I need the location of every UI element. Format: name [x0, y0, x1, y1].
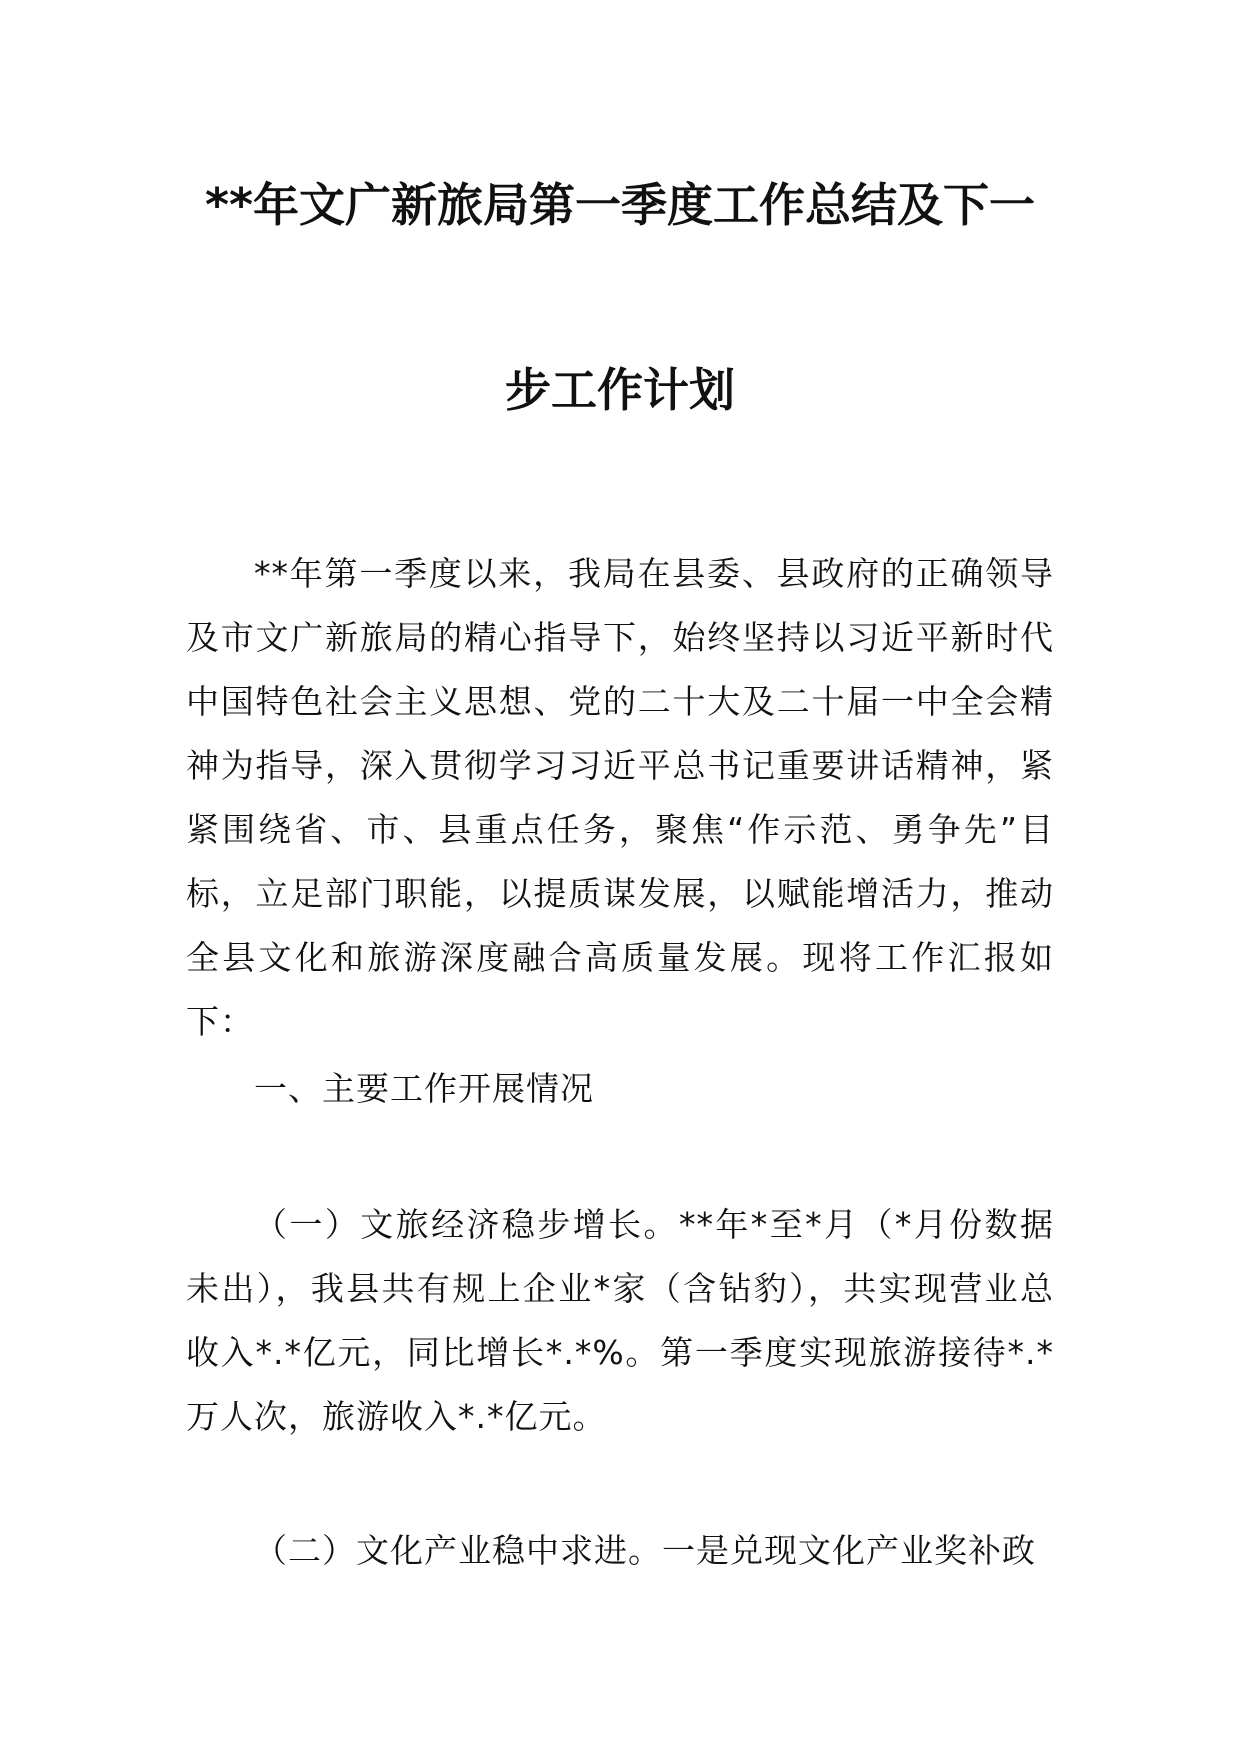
document-title-line-1: **年文广新旅局第一季度工作总结及下一 — [204, 178, 1036, 232]
document-title-line-2: 步工作计划 — [505, 363, 735, 417]
intro-paragraph: **年第一季度以来，我局在县委、县政府的正确领导及市文广新旅局的精心指导下，始终坚持以习近平新时代中国特色社会主义思想、党的二十大及二十届一中全会精神为指导，深入贯彻学习习近平总书记重要讲话精神，紧紧围绕省、市、县重点任务，聚焦“作示范、勇争先”目标，立足部门职能，以提质谋发展，以赋能增活力，推动全县文化和旅游深度融合高质量发展。现将工作汇报如下： — [186, 554, 1054, 1041]
subsection-paragraph-economy: （一）文旅经济稳步增长。**年*至*月（*月份数据未出），我县共有规上企业*家（含钻豹），共实现营业总收入*.*亿元，同比增长*.*%。第一季度实现旅游接待*.*万人次，旅游收入*.*亿元。 — [186, 1205, 1054, 1436]
subsection-paragraph-culture-industry: （二）文化产业稳中求进。一是兑现文化产业奖补政 — [254, 1531, 1036, 1570]
section-heading-main-work: 一、主要工作开展情况 — [254, 1069, 594, 1108]
